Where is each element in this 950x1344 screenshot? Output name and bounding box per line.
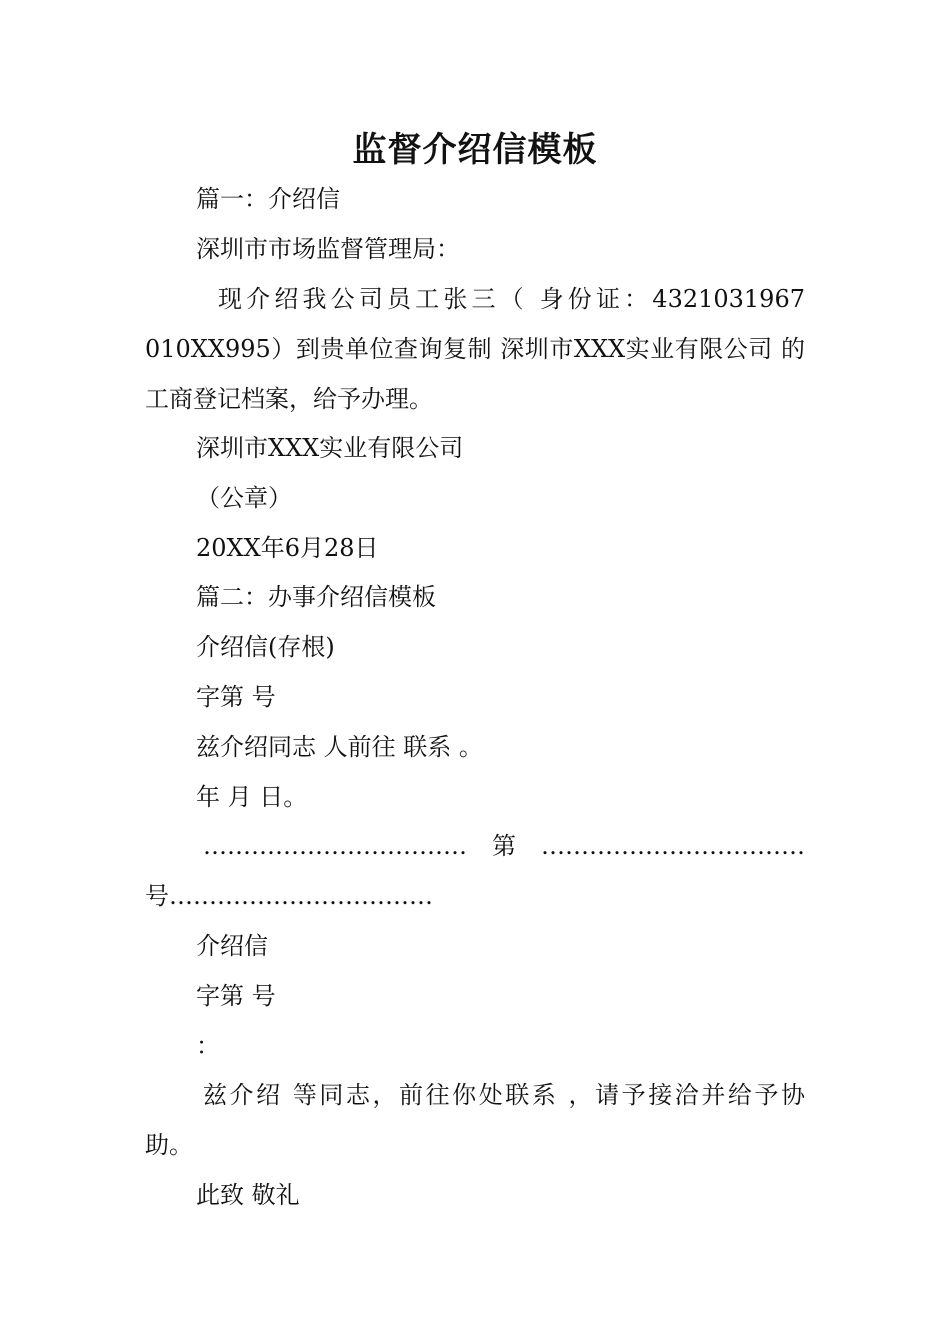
body-paragraph-line-3: 工商登记档案，给予办理。 [145,385,433,413]
body-paragraph-line-1: 现介绍我公司员工张三（ 身份证：4321031967 [218,285,805,313]
date-line: 20XX年6月28日 [196,534,379,562]
stub-heading: 介绍信(存根) [196,633,335,661]
company-name: 深圳市XXX实业有限公司 [196,434,464,462]
letter-body-line-2: 助。 [145,1131,193,1159]
stub-body-line: 兹介绍同志 人前往 联系 。 [196,733,483,761]
recipient-line: 深圳市市场监督管理局： [196,235,460,263]
letter-heading: 介绍信 [196,932,268,960]
perforation-line-2: 号…………………………… [145,882,433,910]
body-paragraph-line-2: 010XX995）到贵单位查询复制 深圳市XXX实业有限公司 的 [145,335,805,363]
perforation-line-1: ……………………………第…………………………… [203,832,805,860]
seal-label: （公章） [196,484,292,512]
document-title: 监督介绍信模板 [352,130,598,170]
letter-number-line: 字第 号 [196,982,276,1010]
letter-closing: 此致 敬礼 [196,1181,300,1209]
section-heading-2: 篇二：办事介绍信模板 [196,583,436,611]
stub-date-line: 年 月 日。 [196,783,308,811]
stub-number-line: 字第 号 [196,683,276,711]
letter-salutation: ： [196,1032,220,1060]
section-heading-1: 篇一：介绍信 [196,185,340,213]
letter-body-line-1: 兹介绍 等同志，前往你处联系 ，请予接洽并给予协 [203,1081,805,1109]
